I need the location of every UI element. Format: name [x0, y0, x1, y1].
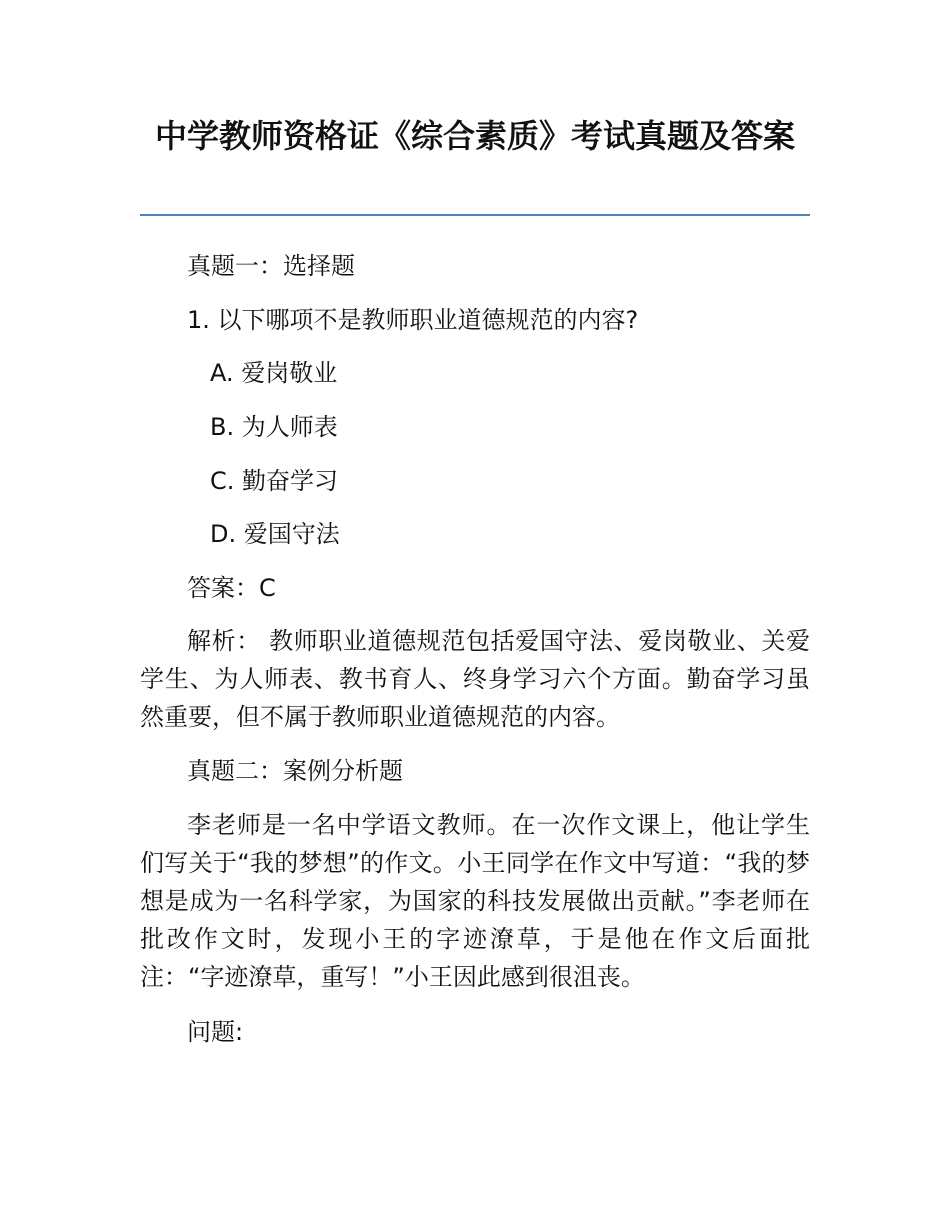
option-c: C. 勤奋学习 [210, 467, 339, 495]
title-divider [140, 214, 810, 216]
question-label: 问题: [187, 1018, 244, 1046]
section2-heading: 真题二：案例分析题 [187, 757, 403, 785]
section1-heading: 真题一：选择题 [187, 252, 355, 280]
option-b: B. 为人师表 [210, 413, 338, 441]
option-a: A. 爱岗敬业 [210, 359, 338, 387]
document-title: 中学教师资格证《综合素质》考试真题及答案 [154, 117, 795, 155]
question-1: 1. 以下哪项不是教师职业道德规范的内容? [187, 306, 639, 334]
option-d: D. 爱国守法 [210, 520, 340, 548]
analysis-paragraph: 解析： 教师职业道德规范包括爱国守法、爱岗敬业、关爱学生、为人师表、教书育人、终身学习六个方面。勤奋学习虽然重要，但不属于教师职业道德规范的内容。 [140, 627, 810, 731]
document-page [140, 0, 810, 1230]
answer-1: 答案：C [187, 574, 276, 602]
case-paragraph: 李老师是一名中学语文教师。在一次作文课上，他让学生们写关于“我的梦想”的作文。小王同学在作文中写道：“我的梦想是成为一名科学家，为国家的科技发展做出贡献。”李老师在批改作文时，发现小王的字迹潦草，于是他在作文后面批注：“字迹潦草，重写！”小王因此感到很沮丧。 [140, 811, 810, 991]
